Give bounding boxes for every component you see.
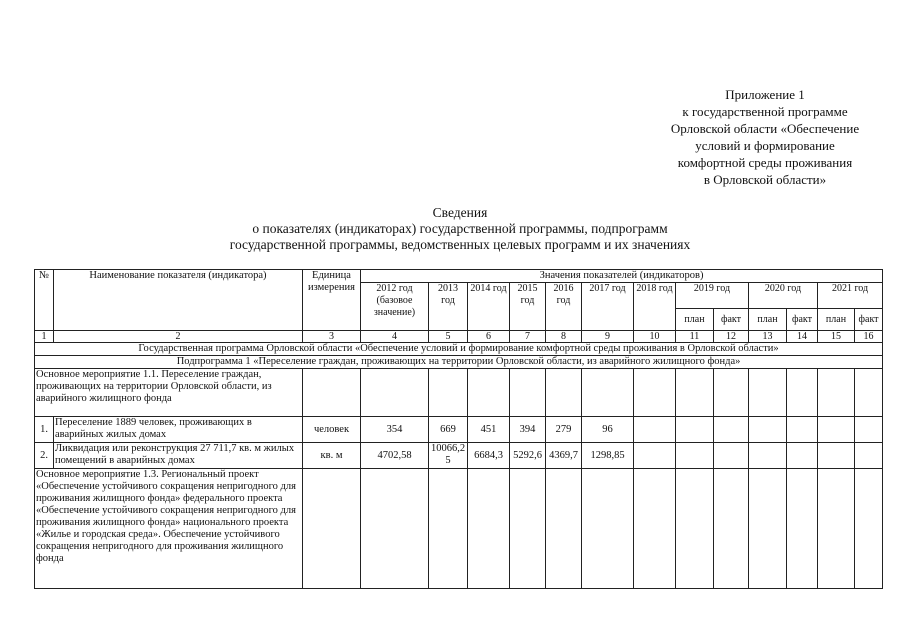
header-2013: 2013 год: [429, 283, 468, 331]
header-plan: план: [818, 309, 855, 331]
header-plan: план: [676, 309, 714, 331]
appendix-block: [640, 86, 890, 188]
column-number: 13: [749, 331, 787, 343]
header-name: Наименование показателя (индикатора): [54, 270, 303, 331]
row-value-2013: 669: [429, 417, 468, 443]
column-number: 3: [303, 331, 361, 343]
program-title: Государственная программа Орловской области «Обеспечение условий и формирование комфортной среды проживания в Орловской области»: [35, 343, 883, 356]
header-2015: 2015 год: [510, 283, 546, 331]
row-name: Ликвидация или реконструкция 27 711,7 кв. м жилых помещений в аварийных домах: [54, 443, 303, 469]
row-name: Переселение 1889 человек, проживающих в аварийных жилых домах: [54, 417, 303, 443]
column-number: 10: [634, 331, 676, 343]
subprogram-title: Подпрограмма 1 «Переселение граждан, проживающих на территории Орловской области, из аварийного жилищного фонда»: [35, 356, 883, 369]
row-num: 1.: [35, 417, 54, 443]
header-2014: 2014 год: [468, 283, 510, 331]
heading-line: государственной программы, ведомственных целевых программ и их значениях: [229, 237, 691, 252]
appendix-line: Орловской области «Обеспечение: [670, 121, 860, 136]
header-fact: факт: [855, 309, 883, 331]
heading-title: Сведения: [432, 205, 488, 220]
appendix-line: в Орловской области»: [703, 172, 827, 187]
measure-2-text: Основное мероприятие 1.3. Региональный проект «Обеспечение устойчивого сокращения непригодного для проживания жилищного фонда» федерального проекта «Обеспечение устойчивого сокращения непригодного для проживания жилищного фонда» национального проекта «Жилье и городская среда». Обеспечение устойчивого сокращения непригодного для проживания жилищного фонда: [35, 469, 303, 589]
document-heading: [150, 205, 770, 253]
row-value-2012: 4702,58: [361, 443, 429, 469]
row-value-2012: 354: [361, 417, 429, 443]
header-values: Значения показателей (индикаторов): [361, 270, 883, 283]
header-2012: 2012 год (базовое значение): [361, 283, 429, 331]
indicators-table: [34, 269, 883, 589]
row-value-2015: 394: [510, 417, 546, 443]
header-plan: план: [749, 309, 787, 331]
column-number: 6: [468, 331, 510, 343]
header-2018: 2018 год: [634, 283, 676, 331]
measure-row: [35, 469, 883, 589]
row-value-2014: 451: [468, 417, 510, 443]
subprogram-row: [35, 356, 883, 369]
column-number: 7: [510, 331, 546, 343]
heading-line: о показателях (индикаторах) государственной программы, подпрограмм: [252, 221, 668, 236]
column-number: 8: [546, 331, 582, 343]
column-number: 11: [676, 331, 714, 343]
program-row: [35, 343, 883, 356]
header-unit: Единица измерения: [303, 270, 361, 331]
appendix-line: Приложение 1: [725, 87, 805, 102]
header-2020: 2020 год: [749, 283, 818, 309]
column-number: 4: [361, 331, 429, 343]
row-value-2016: 4369,7: [546, 443, 582, 469]
appendix-line: комфортной среды проживания: [677, 155, 853, 170]
measure-1-text: Основное мероприятие 1.1. Переселение граждан, проживающих на территории Орловской области, из аварийного жилищного фонда: [35, 369, 303, 417]
row-value-2017: 96: [582, 417, 634, 443]
table-row: [35, 417, 883, 443]
measure-row: [35, 369, 883, 417]
row-value-2014: 6684,3: [468, 443, 510, 469]
appendix-line: условий и формирование: [695, 138, 835, 153]
column-number: 5: [429, 331, 468, 343]
row-value-2016: 279: [546, 417, 582, 443]
header-2016: 2016 год: [546, 283, 582, 331]
row-value-2015: 5292,6: [510, 443, 546, 469]
column-number: 9: [582, 331, 634, 343]
table-row: [35, 443, 883, 469]
appendix-line: к государственной программе: [682, 104, 848, 119]
header-2021: 2021 год: [818, 283, 883, 309]
row-num: 2.: [35, 443, 54, 469]
column-number: 2: [54, 331, 303, 343]
header-2017: 2017 год: [582, 283, 634, 331]
row-unit: кв. м: [303, 443, 361, 469]
row-value-2017: 1298,85: [582, 443, 634, 469]
column-number: 15: [818, 331, 855, 343]
row-unit: человек: [303, 417, 361, 443]
column-numbers-row: [35, 331, 883, 343]
header-num: №: [35, 270, 54, 331]
column-number: 16: [855, 331, 883, 343]
header-2019: 2019 год: [676, 283, 749, 309]
row-value-2013: 10066,25: [429, 443, 468, 469]
header-fact: факт: [714, 309, 749, 331]
column-number: 12: [714, 331, 749, 343]
column-number: 1: [35, 331, 54, 343]
column-number: 14: [787, 331, 818, 343]
header-fact: факт: [787, 309, 818, 331]
